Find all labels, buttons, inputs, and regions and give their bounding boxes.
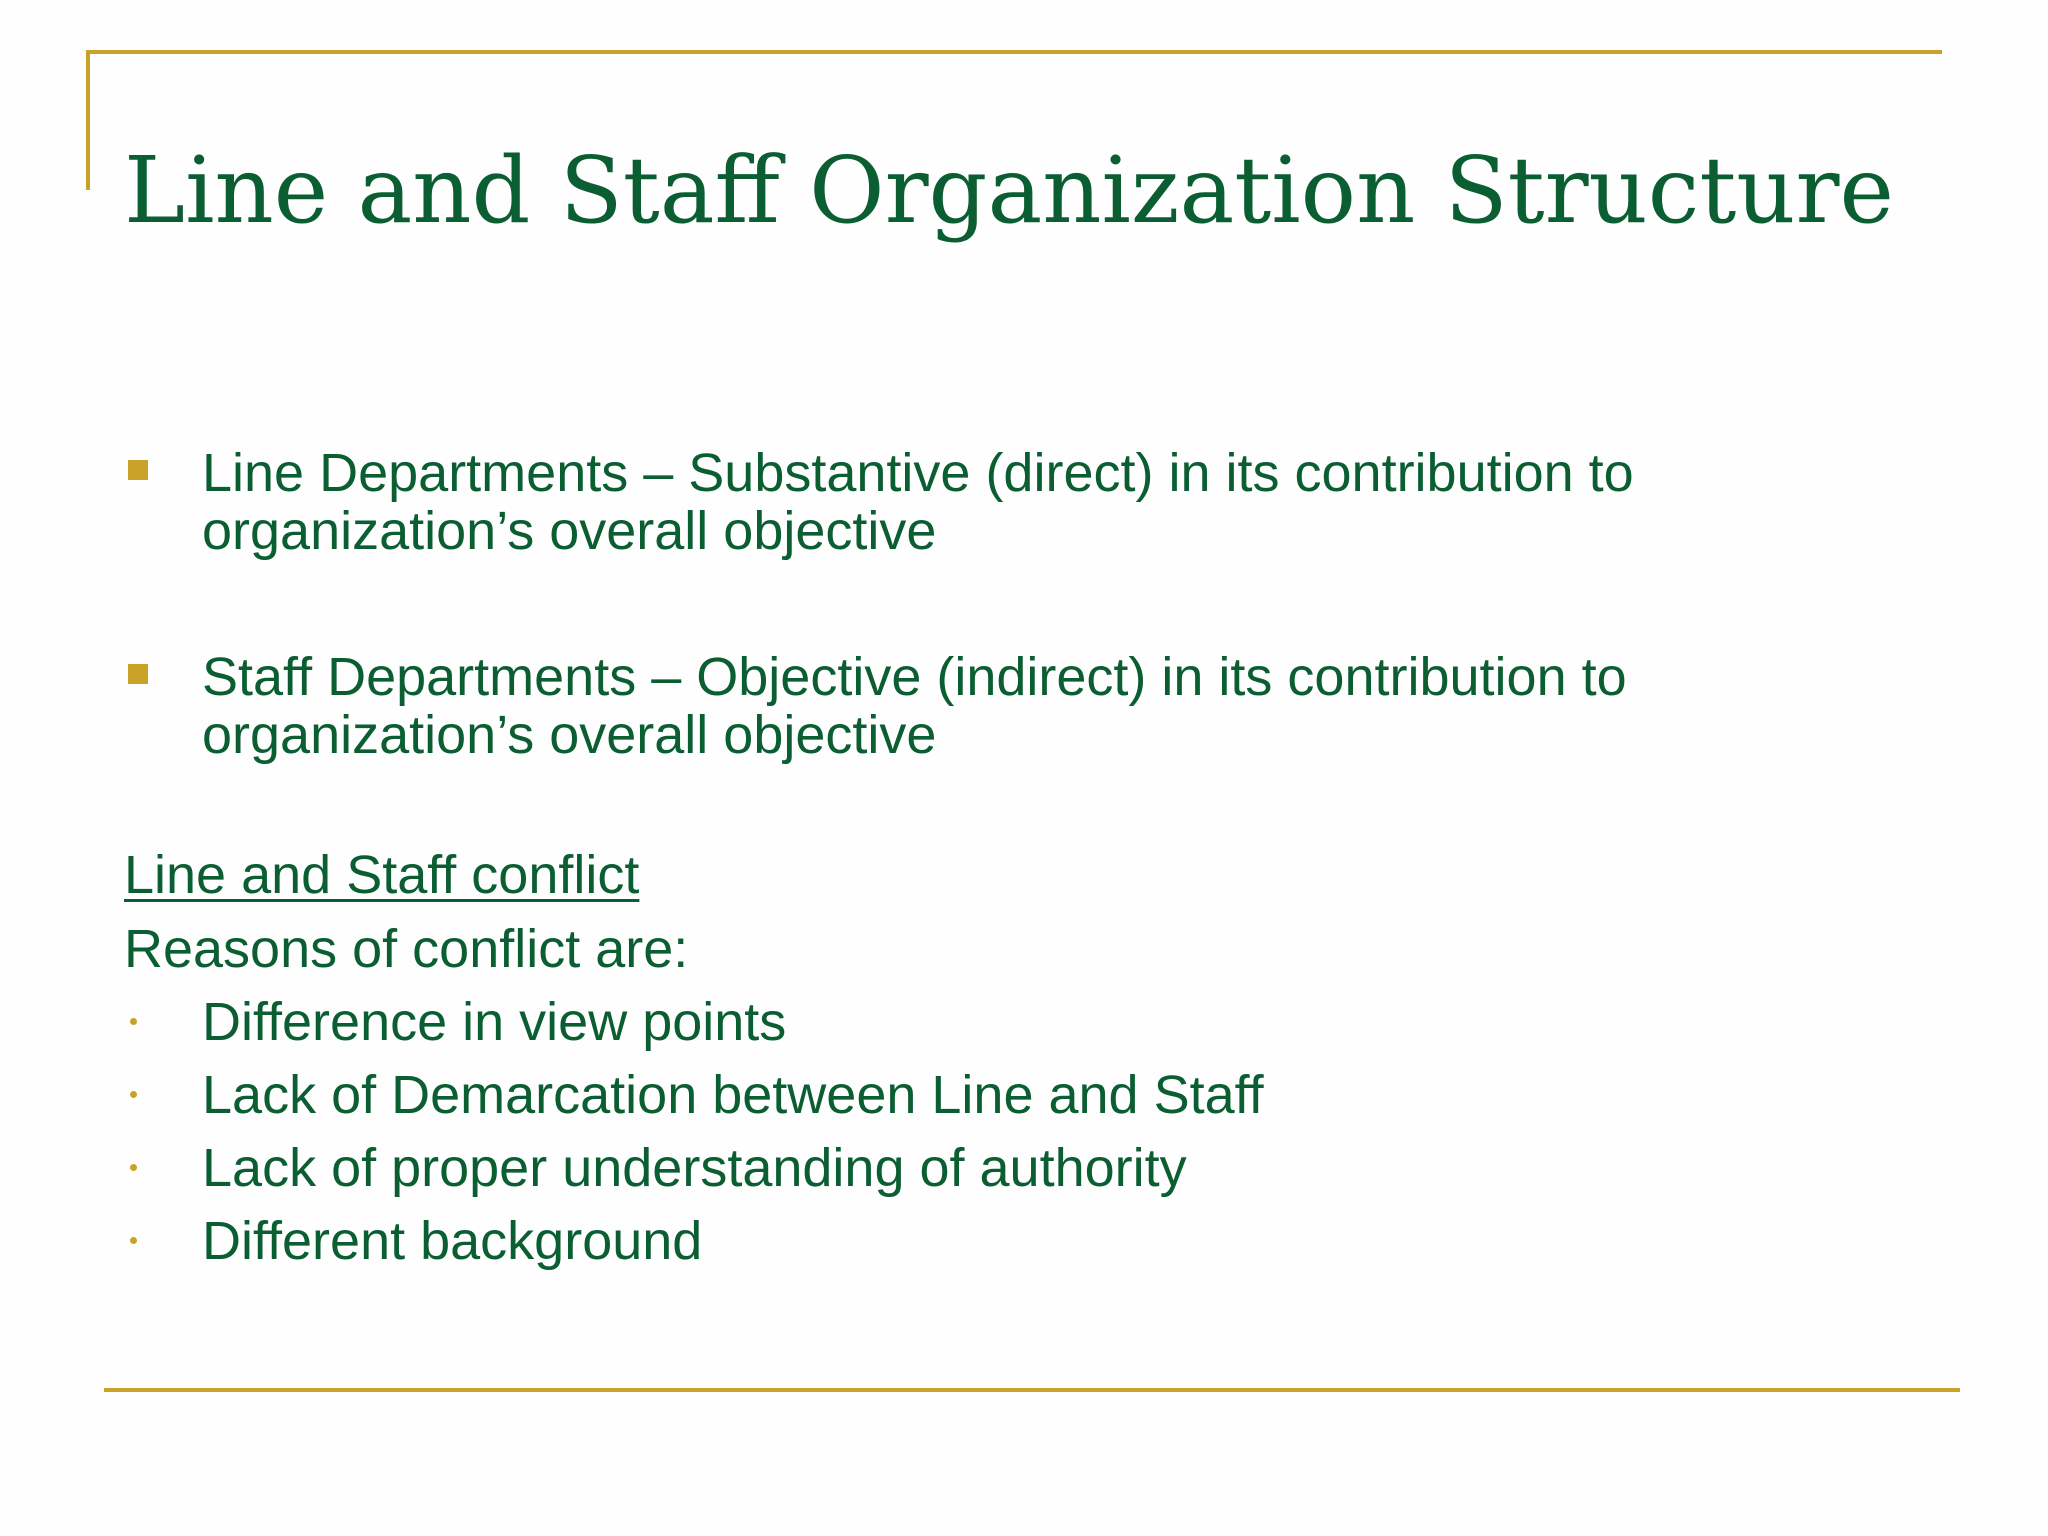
reason-item xyxy=(124,1059,1904,1132)
square-bullet-icon xyxy=(128,460,148,480)
top-rule xyxy=(86,50,1942,54)
section-heading: Line and Staff conflict xyxy=(124,845,640,905)
bullet-text-line-1: Line Departments – Substantive (direct) in its contribution to xyxy=(202,443,1634,503)
reasons-list xyxy=(124,986,1904,1278)
left-rule xyxy=(86,50,90,190)
reason-item xyxy=(124,986,1904,1059)
dot-bullet-icon xyxy=(130,1237,137,1244)
bullet-staff-departments xyxy=(124,648,1904,764)
bullet-text-line-2: organization’s overall objective xyxy=(202,501,937,561)
reason-item xyxy=(124,1132,1904,1205)
conflict-section xyxy=(124,838,1904,1278)
section-subheading: Reasons of conflict are: xyxy=(124,919,689,979)
dot-bullet-icon xyxy=(130,1091,137,1098)
bullet-text-line-2: organization’s overall objective xyxy=(202,705,937,765)
dot-bullet-icon xyxy=(130,1018,137,1025)
reason-item xyxy=(124,1205,1904,1278)
bullet-text xyxy=(202,444,1904,560)
square-bullet-icon xyxy=(128,664,148,684)
bullet-line-departments xyxy=(124,444,1904,560)
bullet-text-line-1: Staff Departments – Objective (indirect) in its contribution to xyxy=(202,647,1627,707)
dot-bullet-icon xyxy=(130,1164,137,1171)
reason-text: Different background xyxy=(202,1211,703,1271)
bullet-text xyxy=(202,648,1904,764)
slide-title: Line and Staff Organization Structure xyxy=(124,137,1894,244)
reason-text: Lack of Demarcation between Line and Staff xyxy=(202,1065,1264,1125)
bottom-rule xyxy=(104,1388,1960,1392)
reason-text: Lack of proper understanding of authority xyxy=(202,1138,1187,1198)
reason-text: Difference in view points xyxy=(202,992,787,1052)
